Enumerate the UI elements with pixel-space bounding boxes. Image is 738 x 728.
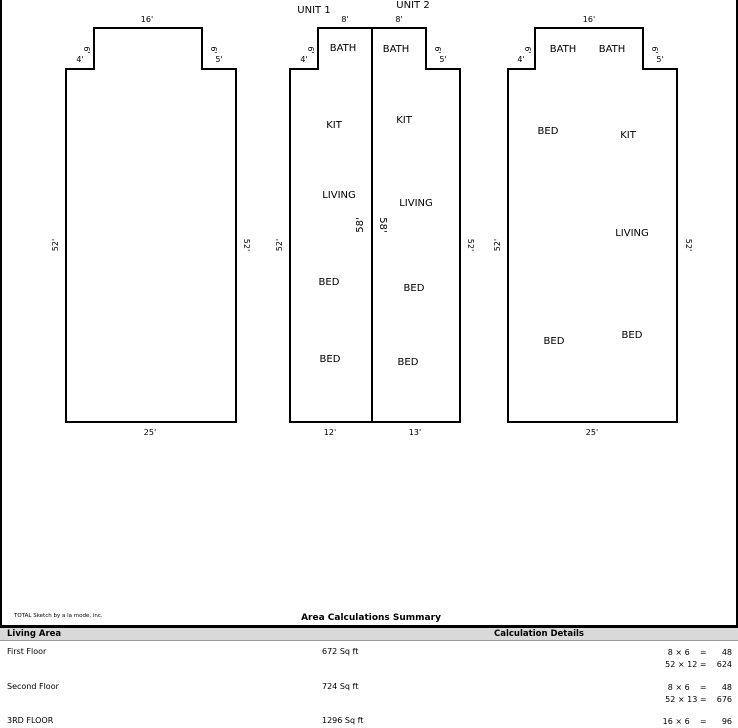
plan3-dim-left-step-v: 6' [523,46,532,54]
plan1-dim-left-step-v: 6' [82,46,91,54]
plan2-room-bed-2b: BED [397,357,419,368]
plan2-room-living-2: LIVING [399,198,433,209]
plan2-dim-right: 52' [466,238,475,252]
plan3-dim-right: 52' [684,238,693,252]
header-calculation-details: Calculation Details [494,629,584,639]
row-calc [663,716,732,728]
unit-2-title: UNIT 2 [396,0,430,11]
calc-line: 52 × 12 = 624 [665,660,732,669]
plan2-dim-mid-left: 58' [355,217,366,233]
plan3-dim-bottom: 25' [585,428,599,437]
plan3-room-bath-1: BATH [549,44,577,55]
plan3-dim-right-step-v: 6' [650,46,659,54]
plan2-dim-left-step-v: 6' [306,46,315,54]
plan2-room-bath-1: BATH [329,43,357,54]
row-calc [665,682,732,706]
calc-line: 52 × 13 = 676 [665,695,732,704]
unit-1-title: UNIT 1 [297,5,331,16]
plan3-room-bed-3: BED [621,330,643,341]
plan3-dim-left-step-h: 4' [517,55,525,64]
plan2-room-bath-2: BATH [382,44,410,55]
row-name: First Floor [7,647,47,656]
plan1-dim-right-step-h: 5' [215,55,223,64]
plan2-dim-right-step-h: 5' [439,55,447,64]
plan3-dim-top: 16' [582,15,596,24]
floor-plans [2,0,738,625]
plan2-dim-right-step-v: 6' [433,46,442,54]
plan2-dim-left-step-h: 4' [300,55,308,64]
plan2-room-bed-1b: BED [319,354,341,365]
plan2-room-kit-1: KIT [326,120,342,131]
calc-line: 8 × 6 = 48 [667,648,732,657]
plan1-dim-bottom: 25' [143,428,157,437]
row-area: 1296 Sq ft [322,716,364,725]
calc-line: 8 × 6 = 48 [667,683,732,692]
plan2-dim-top-left: 8' [341,15,349,24]
plan1-dim-top: 16' [140,15,154,24]
plan3-room-bath-2: BATH [598,44,626,55]
plan1-dim-left: 52' [51,238,60,252]
plan1-dim-left-step-h: 4' [76,55,84,64]
plan2-dim-bottom-right: 13' [408,428,422,437]
plan3-room-kit: KIT [620,130,636,141]
plan2-room-bed-1a: BED [318,277,340,288]
area-calculations-summary [0,625,738,726]
plan2-room-living-1: LIVING [322,190,356,201]
plan2-dim-bottom-left: 12' [323,428,337,437]
software-credit: TOTAL Sketch by a la mode, inc. [14,613,103,619]
plan2-room-kit-2: KIT [396,115,412,126]
row-calc [665,647,732,671]
floor-plan-3-outline [508,28,677,422]
plan2-dim-left: 52' [275,238,284,252]
row-area: 724 Sq ft [322,682,359,691]
plan2-dim-mid-right: 58' [377,217,388,233]
plan3-dim-right-step-h: 5' [656,55,664,64]
plan3-dim-left: 52' [493,238,502,252]
plan1-dim-right: 52' [242,238,251,252]
plan3-room-bed-2: BED [543,336,565,347]
plan2-room-bed-2a: BED [403,283,425,294]
header-living-area: Living Area [7,629,62,639]
summary-header [0,628,738,641]
floor-plan-1-outline [66,28,236,422]
summary-title: Area Calculations Summary [301,613,441,623]
row-name: Second Floor [7,682,59,691]
plan3-room-living: LIVING [615,228,649,239]
row-name: 3RD FLOOR [7,716,54,725]
row-area: 672 Sq ft [322,647,359,656]
plan3-room-bed-1: BED [537,126,559,137]
plan2-dim-top-right: 8' [395,15,403,24]
floor-plan-2-outline [290,28,460,422]
plan1-dim-right-step-v: 6' [209,46,218,54]
calc-line: 16 × 6 = 96 [662,717,732,726]
